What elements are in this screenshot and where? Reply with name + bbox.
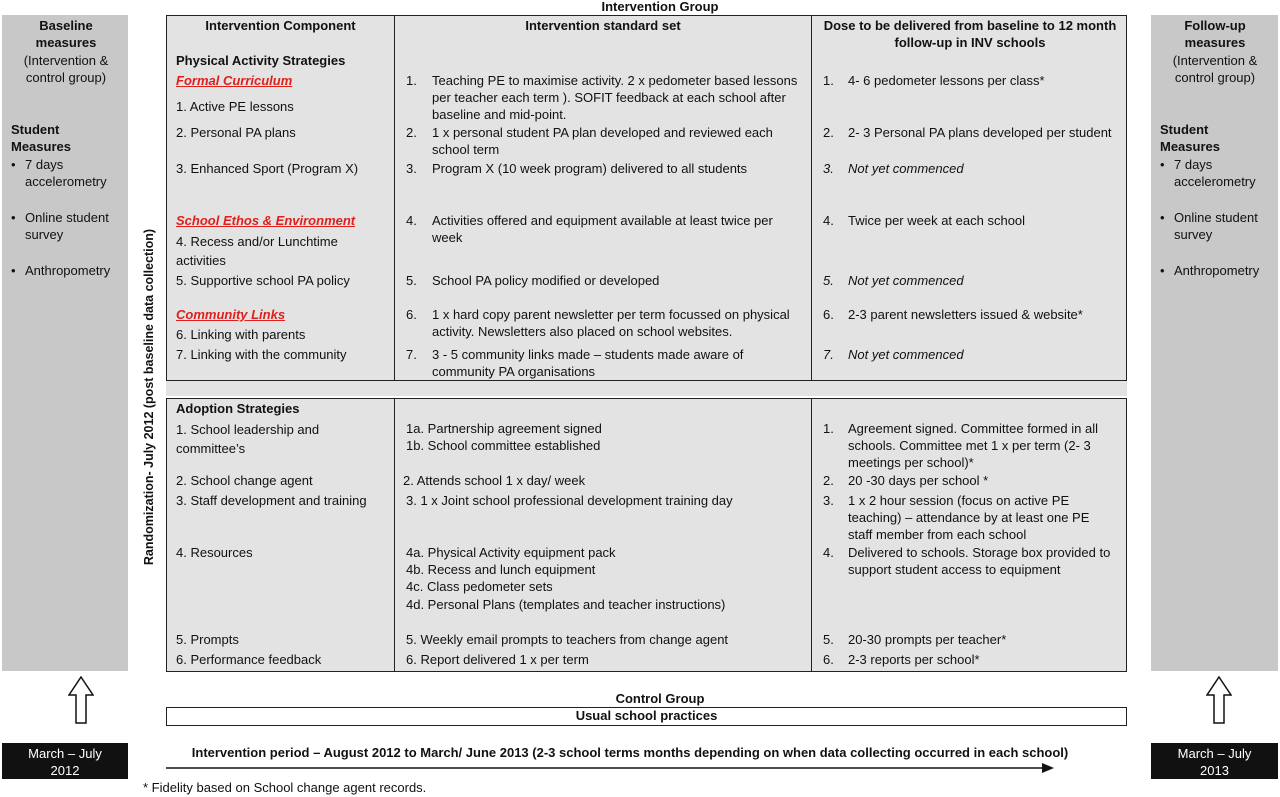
baseline-heading: Baseline measures (35, 18, 97, 50)
standard-item: 4b. Recess and lunch equipment (406, 562, 596, 577)
standard-item: 4d. Personal Plans (templates and teacher instructions) (406, 597, 726, 612)
component-item: 6. Linking with parents (176, 327, 306, 342)
dose-item: 2-3 parent newsletters issued & website* (848, 307, 1083, 322)
dose-item: Not yet commenced (848, 347, 964, 362)
component-item: 4. Resources (176, 545, 253, 560)
dose-item: 2- 3 Personal PA plans developed per student (848, 125, 1112, 140)
followup-heading: Follow-up measures (1184, 18, 1246, 50)
component-item: 2. School change agent (176, 473, 313, 488)
baseline-measure-item: • 7 days accelerometry (11, 156, 125, 190)
randomization-label: Randomization- July 2012 (post baseline data collection) (142, 228, 156, 566)
dose-item: 20-30 prompts per teacher* (848, 632, 1007, 647)
standard-item: 2. Attends school 1 x day/ week (403, 473, 586, 488)
dose-item: 4- 6 pedometer lessons per class* (848, 73, 1045, 88)
baseline-measure-item: • Online student survey (11, 209, 125, 243)
followup-subheading: (Intervention & control group) (1172, 53, 1258, 85)
component-item: 2. Personal PA plans (176, 125, 296, 140)
standard-item: 4c. Class pedometer sets (406, 579, 553, 594)
dose-item: Agreement signed. Committee formed in all schools. Committee met 1 x per term (2- 3 meetings per school)* (848, 421, 1099, 470)
component-item: 7. Linking with the community (176, 347, 347, 362)
followup-panel (1151, 15, 1278, 671)
followup-measure-item: • Anthropometry (1160, 262, 1280, 279)
standard-item: 6. Report delivered 1 x per term (406, 652, 589, 667)
section-heading-physical: Physical Activity Strategies (176, 53, 346, 68)
column-header-standard: Intervention standard set (525, 18, 681, 33)
standard-item: 1 x hard copy parent newsletter per term focussed on physical activity. Newsletters also placed on school websites. (432, 307, 790, 339)
component-item: 1. Active PE lessons (176, 99, 294, 114)
dose-item: Not yet commenced (848, 161, 964, 176)
subheading-formal-curriculum: Formal Curriculum (176, 73, 293, 88)
dose-item: 2-3 reports per school* (848, 652, 980, 667)
dose-item: 20 -30 days per school * (848, 473, 989, 488)
standard-item: Program X (10 week program) delivered to all students (432, 161, 748, 176)
dose-item: Not yet commenced (848, 273, 964, 288)
standard-item: Teaching PE to maximise activity. 2 x pedometer based lessons per teacher each term ). SOFIT feedback at each school after baseline and mid-point. (432, 73, 798, 122)
component-item: 5. Supportive school PA policy (176, 273, 350, 288)
dose-item: Twice per week at each school (848, 213, 1026, 228)
component-item: 6. Performance feedback (176, 652, 322, 667)
footnote: * Fidelity based on School change agent records. (143, 780, 427, 795)
timeline-arrow (166, 760, 1056, 776)
control-group-heading: Control Group (615, 691, 705, 706)
followup-measure-item: • Online student survey (1160, 209, 1274, 243)
component-item: 4. Recess and/or Lunchtime activities (176, 234, 338, 268)
baseline-period: March – July 2012 (2, 743, 128, 779)
component-item: 3. Enhanced Sport (Program X) (176, 161, 359, 176)
standard-item: 1a. Partnership agreement signed (406, 421, 602, 436)
table-separator (166, 381, 1127, 396)
subheading-school-ethos: School Ethos & Environment (176, 213, 356, 228)
diagram-title: Intervention Group (601, 0, 719, 14)
column-header-component: Intervention Component (205, 18, 356, 33)
section-heading-adoption: Adoption Strategies (176, 401, 300, 416)
dose-item: Delivered to schools. Storage box provided to support student access to equipment (848, 545, 1111, 577)
intervention-period-label: Intervention period – August 2012 to March/ June 2013 (2-3 school terms months depending on when data collecting occurred in each school) (191, 745, 1069, 760)
followup-period: March – July 2013 (1151, 743, 1278, 779)
component-item: 1. School leadership and committee’s (176, 422, 320, 456)
standard-item: 1b. School committee established (406, 438, 601, 453)
standard-item: Activities offered and equipment available at least twice per week (432, 213, 773, 245)
standard-item: 3 - 5 community links made – students made aware of community PA organisations (432, 347, 744, 379)
up-arrow-icon (68, 676, 94, 724)
physical-activity-table: Intervention Component Intervention standard set Dose to be delivered from baseline to 12 month follow-up in INV schools Physical Activity Strategies Formal Curriculum 1. Active PE lessons 2. Personal PA plans 3. Enhanced Sport (Program X) School Ethos & Environment 4. Recess and/or Lunchtime activities 5. Supportive school PA policy Community Links 6. Linking with parents 7. Linking with the community 1. Teaching PE to maximise activity. 2 x pedometer based lessons per teacher each term ). SOFIT feedback at each school after baseline and mid-point. 2. 1 x personal student PA plan developed and reviewed each school term 3. Program X (10 week program) delivered to all students 4. Activities offered and equipment available at least twice per week 5. School PA policy modified or developed 6. 1 x hard copy parent newsletter per term focussed on physical activity. Newsletters also placed on school websites. 7. 3 - 5 community links made – students made aware of community PA organisations 1. 4- 6 pedometer lessons per class* 2. 2- 3 Personal PA plans developed per student 3. Not yet commenced 4. Twice per week at each school 5. Not yet commenced 6. 2-3 parent newsletters issued & website* 7. Not yet commenced (166, 15, 1127, 381)
baseline-subheading: (Intervention & control group) (23, 53, 109, 85)
standard-item: School PA policy modified or developed (432, 273, 660, 288)
component-item: 5. Prompts (176, 632, 239, 647)
component-item: 3. Staff development and training (176, 493, 367, 508)
standard-item: 3. 1 x Joint school professional development training day (406, 493, 733, 508)
standard-item: 1 x personal student PA plan developed and reviewed each school term (432, 125, 773, 157)
followup-measure-item: • 7 days accelerometry (1160, 156, 1274, 190)
followup-measures-heading: Student Measures (1160, 122, 1220, 154)
adoption-table: Adoption Strategies 1. School leadership and committee’s 2. School change agent 3. Staff development and training 4. Resources 5. Prompts 6. Performance feedback 1a. Partnership agreement signed 1b. School committee established 2. Attends school 1 x day/ week 3. 1 x Joint school professional development training day 4a. Physical Activity equipment pack 4b. Recess and lunch equipment 4c. Class pedometer sets 4d. Personal Plans (templates and teacher instructions) 5. Weekly email prompts to teachers from change agent 6. Report delivered 1 x per term 1. Agreement signed. Committee formed in all schools. Committee met 1 x per term (2- 3 meetings per school)* 2. 20 -30 days per school * 3. 1 x 2 hour session (focus on active PE teaching) – attendance by at least one PE staff member from each school 4. Delivered to schools. Storage box provided to support student access to equipment 5. 20-30 prompts per teacher* 6. 2-3 reports per school* (166, 398, 1127, 672)
standard-item: 4a. Physical Activity equipment pack (406, 545, 616, 560)
standard-item: 5. Weekly email prompts to teachers from change agent (406, 632, 729, 647)
baseline-measures-heading: Student Measures (11, 122, 71, 154)
baseline-measure-item: • Anthropometry (11, 262, 135, 279)
baseline-panel (2, 15, 128, 671)
column-header-dose: Dose to be delivered from baseline to 12 month follow-up in INV schools (823, 18, 1117, 50)
control-group-box: Usual school practices (166, 707, 1127, 726)
up-arrow-icon (1206, 676, 1232, 724)
subheading-community-links: Community Links (176, 307, 286, 322)
dose-item: 1 x 2 hour session (focus on active PE teaching) – attendance by at least one PE staff member from each school (848, 493, 1090, 542)
